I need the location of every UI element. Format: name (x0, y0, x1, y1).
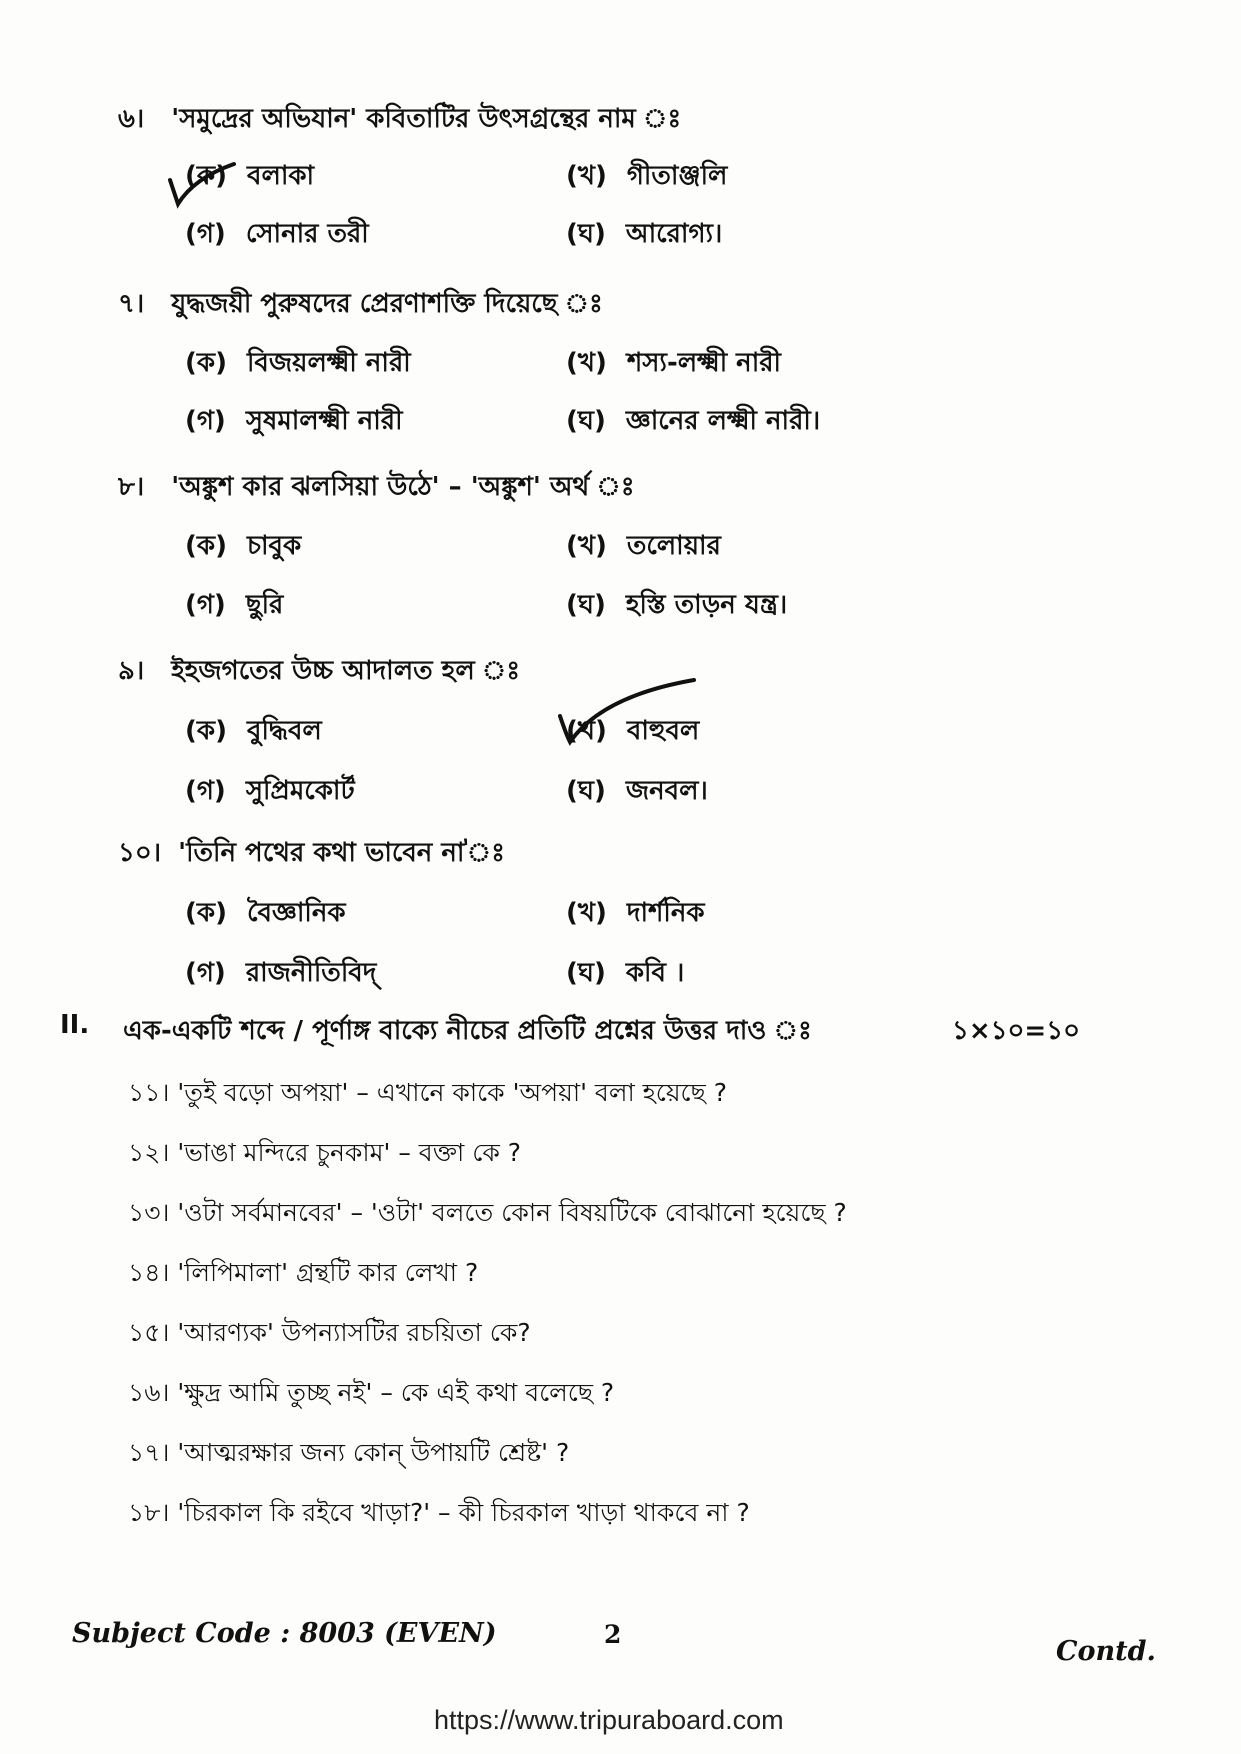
question-text: ইহজগতের উচ্চ আদালত হল ঃ (171, 656, 521, 686)
option-label: (ঘ) (566, 958, 606, 988)
question-number: ১৪। (128, 1258, 170, 1287)
section-instruction: এক-একটি শব্দে / পূর্ণাঙ্গ বাক্যে নীচের প্রতিটি প্রশ্নের উত্তর দাও ঃ (123, 1016, 812, 1046)
option-label: (গ) (185, 958, 226, 988)
option-text: সুপ্রিমকোর্ট (245, 776, 355, 806)
option-10-gha (566, 952, 684, 996)
question-text: 'ক্ষুদ্র আমি তুচ্ছ নই' – কে এই কথা বলেছে ? (177, 1378, 615, 1407)
short-question-15 (128, 1313, 531, 1356)
question-number: ৬। (118, 104, 145, 134)
option-10-ga (185, 952, 376, 996)
option-label: (খ) (566, 898, 607, 928)
option-text: গীতাঞ্জলি (626, 161, 728, 191)
question-text: 'আত্মরক্ষার জন্য কোন্ উপায়টি শ্রেষ্ট' ? (177, 1438, 570, 1467)
option-label: (খ) (566, 716, 607, 746)
option-8-ga (185, 584, 283, 628)
question-text: 'তিনি পথের কথা ভাবেন না'ঃ (178, 838, 505, 868)
subject-code: Subject Code : 8003 (EVEN) (72, 1618, 497, 1649)
option-label: (গ) (185, 406, 226, 436)
question-text: 'আরণ্যক' উপন্যাসটির রচয়িতা কে? (177, 1318, 531, 1347)
option-10-ka (185, 892, 346, 936)
option-text: বুদ্ধিবল (246, 716, 322, 746)
option-text: ছুরি (245, 590, 284, 620)
option-label: (ঘ) (566, 219, 606, 249)
short-question-17 (128, 1433, 569, 1476)
question-text: 'তুই বড়ো অপয়া' – এখানে কাকে 'অপয়া' বলা হয়েছে ? (177, 1078, 727, 1107)
option-9-gha (566, 770, 708, 814)
question-number: ৮। (118, 472, 145, 502)
option-7-kha (566, 342, 781, 386)
option-7-ga (185, 400, 403, 444)
option-7-ka (185, 342, 411, 386)
option-label: (ক) (185, 531, 227, 561)
short-question-14 (128, 1253, 478, 1296)
question-number: ৭। (118, 289, 145, 319)
option-label: (ক) (185, 161, 227, 191)
option-text: রাজনীতিবিদ্ (245, 958, 377, 988)
question-text: 'ভাঙা মন্দিরে চুনকাম' – বক্তা কে ? (177, 1138, 522, 1167)
short-question-18 (128, 1493, 750, 1536)
option-text: দার্শনিক (626, 898, 705, 928)
option-label: (খ) (566, 348, 607, 378)
question-9 (118, 650, 520, 694)
section-marks: ১×১০=১০ (952, 1016, 1080, 1046)
question-number: ১০। (118, 838, 162, 868)
option-7-gha (566, 400, 820, 444)
continued-label: Contd. (1056, 1636, 1156, 1667)
question-7 (118, 283, 603, 327)
question-text: যুদ্ধজয়ী পুরুষদের প্রেরণাশক্তি দিয়েছে ঃ (171, 289, 603, 319)
option-8-kha (566, 525, 721, 569)
tick-mark-icon (164, 160, 244, 220)
option-label: (ঘ) (566, 776, 606, 806)
option-label: (ক) (185, 348, 227, 378)
option-label: (ক) (185, 716, 227, 746)
section-number: II. (60, 1010, 90, 1040)
option-label: (গ) (185, 776, 226, 806)
option-9-ga (185, 770, 355, 814)
option-6-gha (566, 213, 722, 257)
option-8-gha (566, 584, 787, 628)
question-number: ১২। (128, 1138, 170, 1167)
question-6 (118, 98, 681, 142)
option-text: সুষমালক্ষ্মী নারী (245, 406, 403, 436)
question-text: 'ওটা সর্বমানবের' – 'ওটা' বলতে কোন বিষয়টিকে বোঝানো হয়েছে ? (177, 1198, 847, 1227)
question-text: 'অঙ্কুশ কার ঝলসিয়া উঠে' – 'অঙ্কুশ' অর্থ ঃ (171, 472, 635, 502)
option-text: তলোয়ার (626, 531, 721, 561)
option-label: (গ) (185, 590, 226, 620)
question-number: ১৫। (128, 1318, 170, 1347)
question-10 (118, 832, 505, 876)
option-text: সোনার তরী (245, 219, 369, 249)
page-number: 2 (604, 1620, 622, 1649)
short-question-12 (128, 1133, 521, 1176)
option-label: (গ) (185, 219, 226, 249)
question-text: 'সমুদ্রের অভিযান' কবিতাটির উৎসগ্রন্থের নাম ঃ (171, 104, 682, 134)
short-question-11 (128, 1073, 727, 1116)
option-text: বাহুবল (626, 716, 700, 746)
option-6-kha (566, 155, 727, 199)
option-text: বলাকা (246, 161, 315, 191)
option-text: জ্ঞানের লক্ষ্মী নারী। (625, 406, 821, 436)
tick-mark-icon (552, 672, 702, 752)
question-number: ১৩। (128, 1198, 170, 1227)
question-number: ১৮। (128, 1498, 170, 1527)
option-9-ka (185, 710, 322, 754)
option-label: (ক) (185, 898, 227, 928)
option-text: শস্য-লক্ষ্মী নারী (626, 348, 781, 378)
option-10-kha (566, 892, 705, 936)
option-text: কবি । (625, 958, 685, 988)
question-number: ১১। (128, 1078, 170, 1107)
option-text: হস্তি তাড়ন যন্ত্র। (625, 590, 788, 620)
option-label: (ঘ) (566, 590, 606, 620)
question-text: 'লিপিমালা' গ্রন্থটি কার লেখা ? (177, 1258, 479, 1287)
short-question-13 (128, 1193, 847, 1236)
option-text: বৈজ্ঞানিক (246, 898, 346, 928)
question-number: ১৬। (128, 1378, 170, 1407)
source-url: https://www.tripuraboard.com (434, 1705, 784, 1735)
question-text: 'চিরকাল কি রইবে খাড়া?' – কী চিরকাল খাড়া থাকবে না ? (177, 1498, 750, 1527)
option-text: জনবল। (625, 776, 708, 806)
question-number: ৯। (118, 656, 145, 686)
option-label: (খ) (566, 161, 607, 191)
question-number: ১৭। (128, 1438, 170, 1467)
short-question-16 (128, 1373, 614, 1416)
question-8 (118, 466, 635, 510)
option-label: (খ) (566, 531, 607, 561)
option-text: চাবুক (246, 531, 302, 561)
option-label: (ঘ) (566, 406, 606, 436)
option-text: আরোগ্য। (625, 219, 723, 249)
option-8-ka (185, 525, 301, 569)
option-text: বিজয়লক্ষ্মী নারী (246, 348, 411, 378)
